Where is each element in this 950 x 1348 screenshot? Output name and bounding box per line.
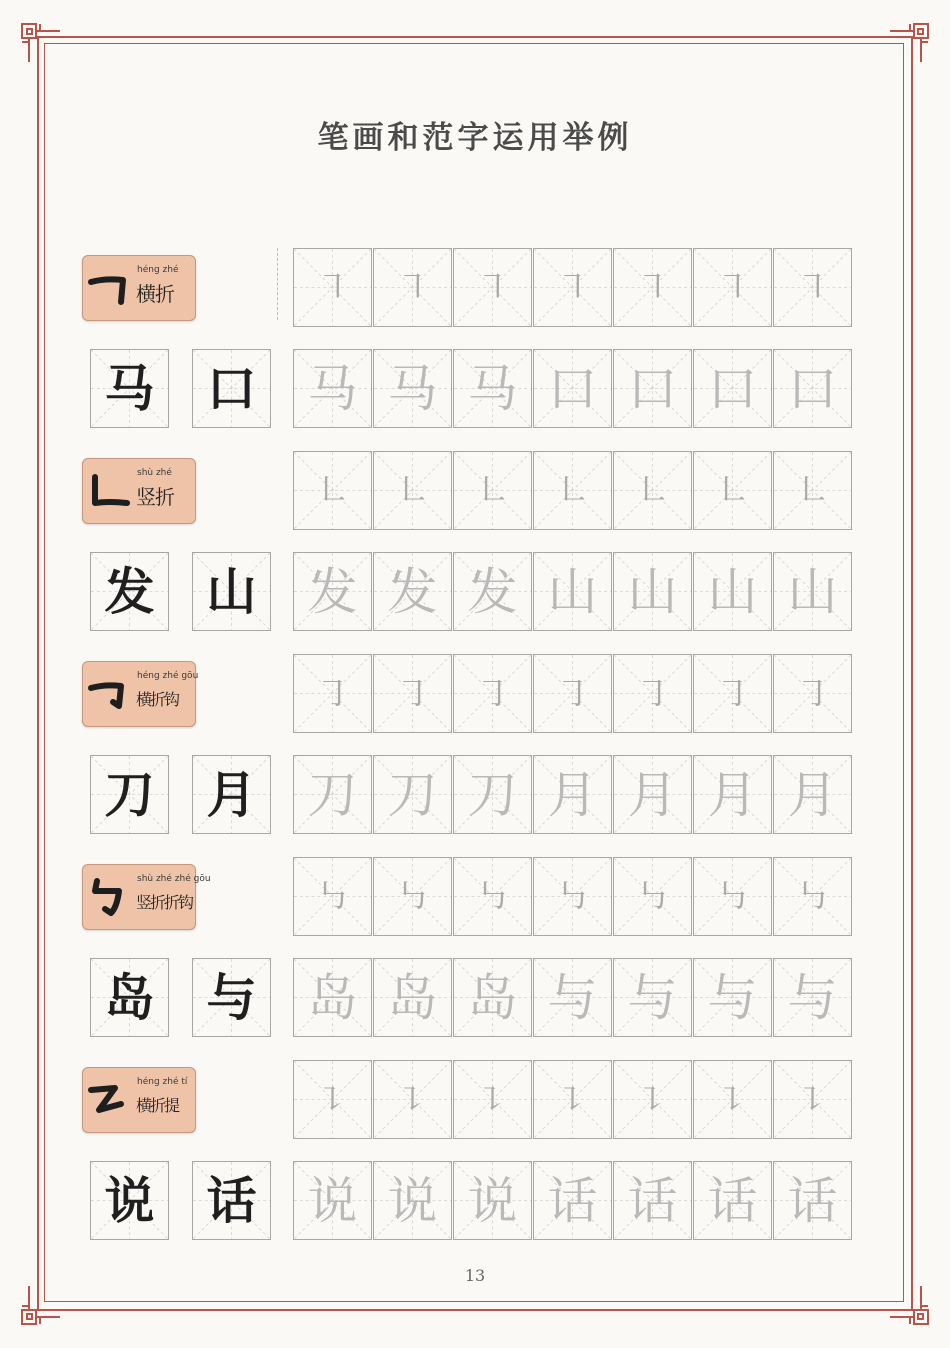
cell-character: 发 [467, 562, 518, 621]
cell-character: 说 [104, 1170, 155, 1230]
cell-character: 岛 [387, 968, 438, 1027]
cell-character: ㇊ [635, 1079, 670, 1120]
cell-character: ㇗ [795, 470, 830, 511]
stroke-practice-cell [373, 857, 452, 936]
cell-character: 岛 [307, 968, 358, 1027]
cell-character: 口 [547, 359, 598, 418]
divider-line [277, 248, 278, 320]
cell-character: ㇗ [475, 470, 510, 511]
model-character-cell [192, 349, 271, 428]
stroke-practice-cell [533, 1060, 612, 1139]
stroke-practice-cell [453, 1060, 532, 1139]
trace-character-cell [773, 755, 852, 834]
stroke-pinyin: shù zhé zhé gōu [137, 874, 211, 884]
trace-character-cell [613, 552, 692, 631]
stroke-pinyin: héng zhé gōu [137, 671, 199, 681]
cell-character: ㇕ [395, 267, 430, 308]
stroke-practice-cell [453, 857, 532, 936]
stroke-label-2 [82, 458, 196, 524]
cell-character: 发 [307, 562, 358, 621]
page-number: 13 [464, 1266, 486, 1285]
cell-character: 口 [206, 358, 257, 418]
stroke-pinyin: héng zhé [137, 265, 179, 275]
cell-character: 月 [787, 765, 838, 824]
trace-character-cell [613, 349, 692, 428]
stroke-practice-cell [293, 1060, 372, 1139]
cell-character: ㇉ [475, 876, 510, 917]
trace-character-cell [293, 958, 372, 1037]
stroke-name: 竖折 [136, 485, 174, 509]
trace-character-cell [693, 349, 772, 428]
cell-character: ㇉ [795, 876, 830, 917]
stroke-practice-cell [613, 654, 692, 733]
model-character-cell [90, 1161, 169, 1240]
cell-character: 与 [707, 968, 758, 1027]
stroke-label-4 [82, 864, 211, 930]
heng-zhe-gou-stroke-icon [85, 674, 133, 714]
stroke-name: 横折提 [136, 1096, 179, 1115]
shu-zhe-stroke-icon [85, 471, 133, 511]
trace-character-cell [533, 958, 612, 1037]
trace-character-cell [693, 755, 772, 834]
trace-character-cell [293, 755, 372, 834]
trace-character-cell [453, 349, 532, 428]
model-character-cell [90, 958, 169, 1037]
stroke-practice-cell [773, 451, 852, 530]
stroke-practice-cell [293, 451, 372, 530]
cell-character: ㇕ [555, 267, 590, 308]
cell-character: 与 [787, 968, 838, 1027]
stroke-practice-cell [453, 248, 532, 327]
cell-character: 发 [387, 562, 438, 621]
cell-character: ㇆ [315, 673, 350, 714]
trace-character-cell [293, 1161, 372, 1240]
stroke-practice-cell [693, 451, 772, 530]
trace-character-cell [293, 552, 372, 631]
cell-character: ㇊ [475, 1079, 510, 1120]
stroke-practice-cell [293, 654, 372, 733]
stroke-practice-cell [293, 857, 372, 936]
cell-character: 山 [206, 561, 257, 621]
stroke-label-1 [82, 255, 196, 321]
model-character-cell [192, 552, 271, 631]
cell-character: ㇊ [715, 1079, 750, 1120]
cell-character: 话 [547, 1171, 598, 1230]
cell-character: 马 [467, 359, 518, 418]
stroke-practice-cell [613, 451, 692, 530]
corner-ornament [890, 1286, 930, 1326]
trace-character-cell [533, 349, 612, 428]
cell-character: ㇆ [555, 673, 590, 714]
stroke-practice-cell [293, 248, 372, 327]
trace-character-cell [293, 349, 372, 428]
cell-character: 话 [787, 1171, 838, 1230]
cell-character: 刀 [387, 765, 438, 824]
cell-character: 山 [787, 562, 838, 621]
trace-character-cell [613, 755, 692, 834]
trace-character-cell [533, 755, 612, 834]
trace-character-cell [373, 958, 452, 1037]
cell-character: 口 [627, 359, 678, 418]
trace-character-cell [613, 958, 692, 1037]
cell-character: 口 [707, 359, 758, 418]
cell-character: ㇉ [555, 876, 590, 917]
cell-character: ㇕ [315, 267, 350, 308]
trace-character-cell [693, 552, 772, 631]
stroke-practice-cell [693, 857, 772, 936]
stroke-practice-cell [373, 451, 452, 530]
stroke-practice-cell [773, 654, 852, 733]
cell-character: ㇊ [555, 1079, 590, 1120]
stroke-pinyin: héng zhé tí [137, 1077, 188, 1087]
cell-character: 刀 [307, 765, 358, 824]
stroke-practice-cell [533, 654, 612, 733]
model-character-cell [192, 1161, 271, 1240]
cell-character: ㇗ [315, 470, 350, 511]
cell-character: 话 [206, 1170, 257, 1230]
cell-character: 说 [307, 1171, 358, 1230]
trace-character-cell [773, 1161, 852, 1240]
trace-character-cell [613, 1161, 692, 1240]
shu-zhe-zhe-gou-stroke-icon [85, 877, 133, 917]
model-character-cell [192, 958, 271, 1037]
stroke-practice-cell [373, 248, 452, 327]
cell-character: ㇗ [635, 470, 670, 511]
stroke-practice-cell [533, 248, 612, 327]
cell-character: ㇊ [315, 1079, 350, 1120]
stroke-pinyin: shù zhé [137, 468, 172, 478]
cell-character: ㇗ [395, 470, 430, 511]
trace-character-cell [773, 349, 852, 428]
cell-character: ㇕ [715, 267, 750, 308]
stroke-practice-cell [693, 1060, 772, 1139]
stroke-practice-cell [613, 857, 692, 936]
cell-character: ㇉ [715, 876, 750, 917]
cell-character: ㇗ [555, 470, 590, 511]
cell-character: ㇊ [395, 1079, 430, 1120]
cell-character: ㇕ [475, 267, 510, 308]
stroke-practice-cell [693, 248, 772, 327]
stroke-practice-cell [773, 857, 852, 936]
stroke-practice-cell [613, 248, 692, 327]
cell-character: ㇆ [715, 673, 750, 714]
cell-character: ㇗ [715, 470, 750, 511]
corner-ornament [20, 22, 60, 62]
heng-zhe-stroke-icon [85, 268, 133, 308]
trace-character-cell [693, 958, 772, 1037]
corner-ornament [20, 1286, 60, 1326]
stroke-practice-cell [533, 857, 612, 936]
cell-character: 口 [787, 359, 838, 418]
model-character-cell [192, 755, 271, 834]
stroke-practice-cell [773, 248, 852, 327]
cell-character: 马 [104, 358, 155, 418]
stroke-label-3 [82, 661, 199, 727]
page-title: 笔画和范字运用举例 [317, 120, 633, 156]
corner-ornament [890, 22, 930, 62]
stroke-practice-cell [453, 654, 532, 733]
stroke-practice-cell [373, 654, 452, 733]
cell-character: 话 [707, 1171, 758, 1230]
stroke-practice-cell [693, 654, 772, 733]
cell-character: ㇆ [795, 673, 830, 714]
cell-character: 月 [627, 765, 678, 824]
trace-character-cell [533, 552, 612, 631]
model-character-cell [90, 349, 169, 428]
cell-character: 岛 [104, 967, 155, 1027]
cell-character: ㇉ [395, 876, 430, 917]
stroke-name: 竖折折钩 [136, 893, 193, 912]
trace-character-cell [373, 349, 452, 428]
cell-character: ㇉ [635, 876, 670, 917]
stroke-practice-cell [773, 1060, 852, 1139]
trace-character-cell [453, 552, 532, 631]
trace-character-cell [533, 1161, 612, 1240]
cell-character: ㇆ [635, 673, 670, 714]
cell-character: 月 [707, 765, 758, 824]
cell-character: 与 [627, 968, 678, 1027]
trace-character-cell [453, 755, 532, 834]
trace-character-cell [453, 1161, 532, 1240]
stroke-practice-cell [453, 451, 532, 530]
cell-character: 刀 [104, 764, 155, 824]
cell-character: 岛 [467, 968, 518, 1027]
stroke-name: 横折 [136, 282, 174, 306]
cell-character: 马 [387, 359, 438, 418]
stroke-name: 横折钩 [136, 690, 179, 709]
cell-character: 与 [206, 967, 257, 1027]
cell-character: 月 [206, 764, 257, 824]
cell-character: 月 [547, 765, 598, 824]
trace-character-cell [373, 552, 452, 631]
stroke-practice-cell [613, 1060, 692, 1139]
stroke-label-5 [82, 1067, 196, 1133]
model-character-cell [90, 552, 169, 631]
cell-character: ㇕ [635, 267, 670, 308]
model-character-cell [90, 755, 169, 834]
cell-character: 话 [627, 1171, 678, 1230]
stroke-practice-cell [373, 1060, 452, 1139]
cell-character: 山 [627, 562, 678, 621]
cell-character: 山 [547, 562, 598, 621]
trace-character-cell [373, 755, 452, 834]
cell-character: ㇉ [315, 876, 350, 917]
trace-character-cell [773, 958, 852, 1037]
cell-character: 马 [307, 359, 358, 418]
stroke-practice-cell [533, 451, 612, 530]
cell-character: ㇊ [795, 1079, 830, 1120]
trace-character-cell [773, 552, 852, 631]
cell-character: 刀 [467, 765, 518, 824]
cell-character: 山 [707, 562, 758, 621]
cell-character: ㇆ [395, 673, 430, 714]
trace-character-cell [373, 1161, 452, 1240]
trace-character-cell [453, 958, 532, 1037]
cell-character: ㇆ [475, 673, 510, 714]
trace-character-cell [693, 1161, 772, 1240]
cell-character: 说 [467, 1171, 518, 1230]
cell-character: 发 [104, 561, 155, 621]
cell-character: 与 [547, 968, 598, 1027]
heng-zhe-ti-stroke-icon [85, 1080, 133, 1120]
cell-character: ㇕ [795, 267, 830, 308]
cell-character: 说 [387, 1171, 438, 1230]
